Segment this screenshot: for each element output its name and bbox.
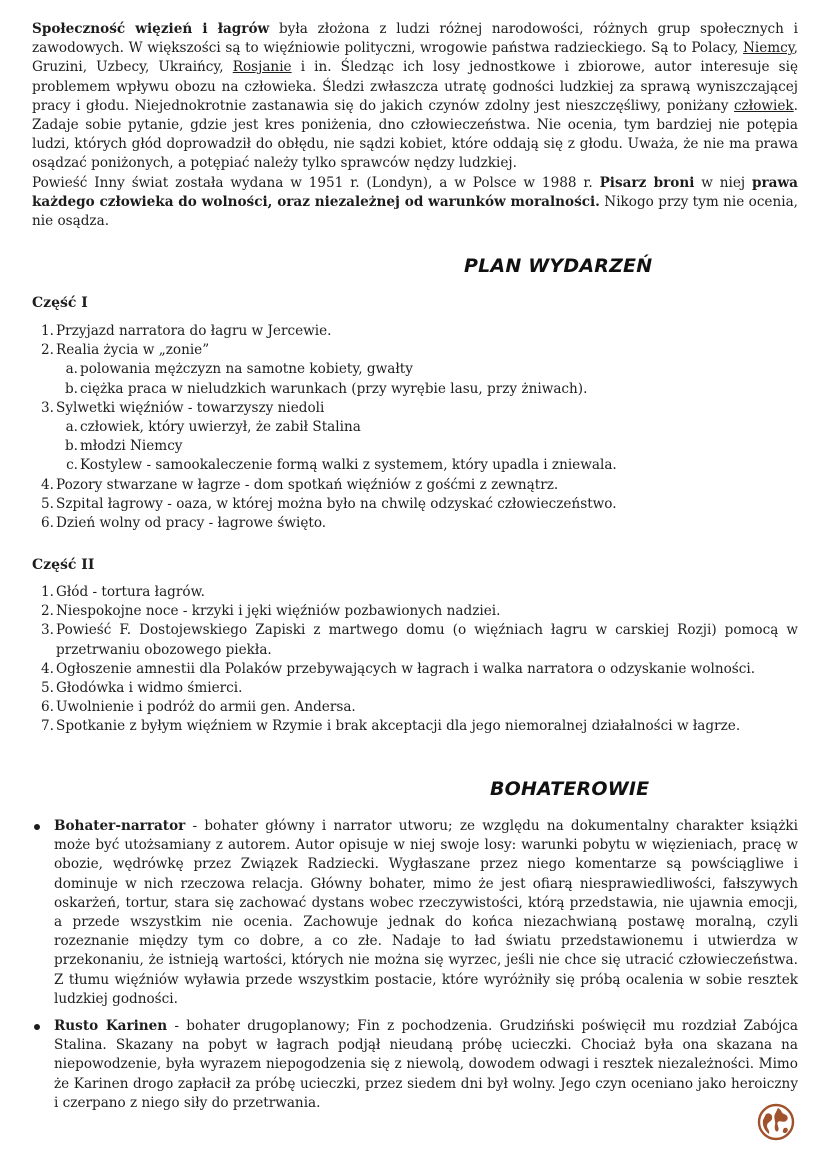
hero-description: - bohater drugoplanowy; Fin z pochodzenia. Grudziński poświęcił mu rozdział Zabójca Stalina. Skazany na pobyt w łagrach podjął nieudaną próbę ucieczki. Chociaż była ona skazana na niepowodzenie, była wyrazem niepogodzenia się z niewolą, dowodem odwagi i resztek niezależności. Mimo że Karinen drogo zapłacił za próbę ucieczki, przez siedem dni był wolny. Jego czyn oceniano jako heroiczny i czerpano z niego siły do przetrwania. [54,1018,798,1111]
part-1-subitem [32,360,798,379]
list-number: 7. [41,718,54,735]
hero-item [32,1017,798,1113]
list-number: a. [65,419,78,436]
part-2-item [32,602,798,621]
list-item-text: Szpital łagrowy - oaza, w której można było na chwilę odzyskać człowieczeństwo. [56,495,617,512]
intro-bold: Pisarz broni [599,175,695,191]
hero-item [32,817,798,1009]
intro-bold-subject: Społeczność więzień i łagrów [32,21,270,37]
list-item-text: Powieść F. Dostojewskiego Zapiski z martwego domu (o więźniach łagru w carskiej Rozji) pomocą w przetrwaniu obozowego piekła. [56,622,798,658]
globe-icon [756,1102,796,1142]
list-item-text: Spotkanie z byłym więźniem w Rzymie i brak akceptacji dla jego niemoralnej działalności w łagrze. [56,718,741,735]
list-number: 4. [41,476,54,493]
link-czlowiek[interactable]: człowiek [734,97,794,114]
list-item-text: ciężka praca w nieludzkich warunkach (przy wyrębie lasu, przy żniwach). [80,380,588,397]
list-number: 2. [41,342,54,359]
part-1-item [32,514,798,533]
part-2-list [32,583,798,737]
part-2-item [32,583,798,602]
part-1-heading: Część I [32,295,88,311]
list-item-text: Kostylew - samookaleczenie formą walki z systemem, który upadla i zniewala. [80,457,617,474]
intro-text: była złożona z ludzi różnej narodowości, różnych grup społecznych i zawodowych. W większości są to więźniowie polityczni, wrogowie państwa radzieckiego. Są to Polacy, [32,21,798,57]
list-number: a. [65,361,78,378]
part-1-item [32,476,798,495]
hero-description: - bohater główny i narrator utworu; ze względu na dokumentalny charakter książki może być utożsamiany z autorem. Autor opisuje w niej swoje losy: warunki pobytu w więzieniach, pracę w obozie, wędrówkę przez Związek Radziecki. Wygłaszane przez niego komentarze są powściągliwe i dominuje w nich rzeczowa relacja. Główny bohater, mimo że jest ofiarą niesprawiedliwości, fałszywych oskarżeń, tortur, stara się zachować dystans wobec rzeczywistości, którą przedstawia, nie ujawnia emocji, a przede wszystkim nie ocenia. Zachowuje jednak do końca niezachwianą postawę moralną, czyli rozeznanie między tym co dobre, a co złe. Nadaje to ład światu przedstawionemu i utwierdza w przekonaniu, że istnieją wartości, których nie można się wyrzec, jeśli nie chce się utracić człowieczeństwa. Z tłumu więźniów wyławia przede wszystkim postacie, które wyróżniły się próbą ocalenia w sobie resztek ludzkiej godności. [54,818,798,1007]
part-2-item [32,679,798,698]
intro-paragraph-1 [32,20,798,174]
bullet-icon [34,1024,40,1030]
intro-text: , Gruzini, Uzbecy, Ukraińcy, [32,40,798,76]
part-1-list [32,322,798,533]
intro-text: Nikogo przy tym nie ocenia, nie osądza. [32,194,799,230]
list-item-text: Uwolnienie i podróż do armii gen. Andersa. [56,699,356,716]
intro-text: w niej [694,175,752,191]
part-1-subitem [32,456,798,475]
part-2-item [32,698,798,717]
list-item-text: Niespokojne noce - krzyki i jęki więźniów pozbawionych nadziei. [56,603,501,620]
list-number: 1. [41,323,54,339]
list-number: 2. [41,603,54,620]
list-item-text: Głód - tortura łagrów. [56,584,205,600]
link-niemcy[interactable]: Niemcy [743,40,794,57]
part-1-item [32,341,798,360]
part-1-subitem [32,437,798,456]
hero-name: Rusto Karinen [54,1018,168,1035]
bullet-icon [34,824,40,830]
list-number: c. [66,457,78,474]
intro-text: Powieść Inny świat została wydana w 1951 r. (Londyn), a w Polsce w 1988 r. [32,175,600,191]
list-number: b. [64,438,78,455]
list-number: b. [64,380,78,397]
part-1-item [32,322,798,341]
list-number: 6. [41,515,54,532]
list-number: 6. [41,699,54,716]
hero-name: Bohater-narrator [54,818,186,834]
part-2-heading: Część II [32,557,95,573]
intro-paragraph-2 [32,174,798,232]
intro-text: i in. Śledząc ich losy jednostkowe i zbiorowe, autor interesuje się problemem wpływu obozu na człowieka. Śledzi zwłaszcza utratę godności ludzkiej za sprawą wyniszczającej pracy i głodu. Niejednokrotnie zastanawia się do jakich czynów zdolny jest nieszczęśliwy, poniżany [32,59,798,114]
list-number: 5. [41,680,54,697]
list-number: 3. [41,622,54,639]
intro-bold: prawa każdego człowieka do wolności, oraz niezależnej od warunków moralności. [32,175,798,211]
part-1-item [32,495,798,514]
list-number: 4. [41,660,54,677]
heroes-list [32,817,798,1113]
list-item-text: polowania mężczyzn na samotne kobiety, gwałty [80,361,413,378]
part-1-subitem [32,380,798,399]
list-number: 3. [41,399,54,416]
part-2-item [32,621,798,659]
part-1-subitem [32,418,798,437]
link-rosjanie[interactable]: Rosjanie [232,59,292,76]
list-number: 5. [41,495,54,512]
part-1-item [32,399,798,418]
part-2-item [32,717,798,736]
list-item-text: Ogłoszenie amnestii dla Polaków przebywających w łagrach i walka narratora o odzyskanie wolności. [56,660,756,677]
list-item-text: człowiek, który uwierzył, że zabił Stalina [80,419,361,436]
list-number: 1. [41,584,54,600]
list-item-text: Głodówka i widmo śmierci. [56,680,243,697]
list-item-text: Przyjazd narratora do łagru w Jercewie. [56,323,332,339]
plan-title: PLAN WYDARZEŃ [464,255,653,277]
list-item-text: Pozory stwarzane w łagrze - dom spotkań więźniów z gośćmi z zewnątrz. [56,476,559,493]
list-item-text: Dzień wolny od pracy - łagrowe święto. [56,515,327,532]
intro-text: . Zadaje sobie pytanie, gdzie jest kres poniżenia, dno człowieczeństwa. Nie ocenia, tym bardziej nie potępia ludzi, których głód doprowadził do obłędu, nie sądzi kobiet, które oddają się z głodu. Uważa, że nie ma prawa osądzać poniżonych, a potępiać należy tylko sprawców nędzy ludzkiej. [32,97,798,172]
list-item-text: Sylwetki więźniów - towarzyszy niedoli [56,399,325,416]
list-item-text: młodzi Niemcy [80,438,183,455]
heroes-title: BOHATEROWIE [490,778,650,800]
list-item-text: Realia życia w „zonie” [56,342,210,359]
part-2-item [32,660,798,679]
